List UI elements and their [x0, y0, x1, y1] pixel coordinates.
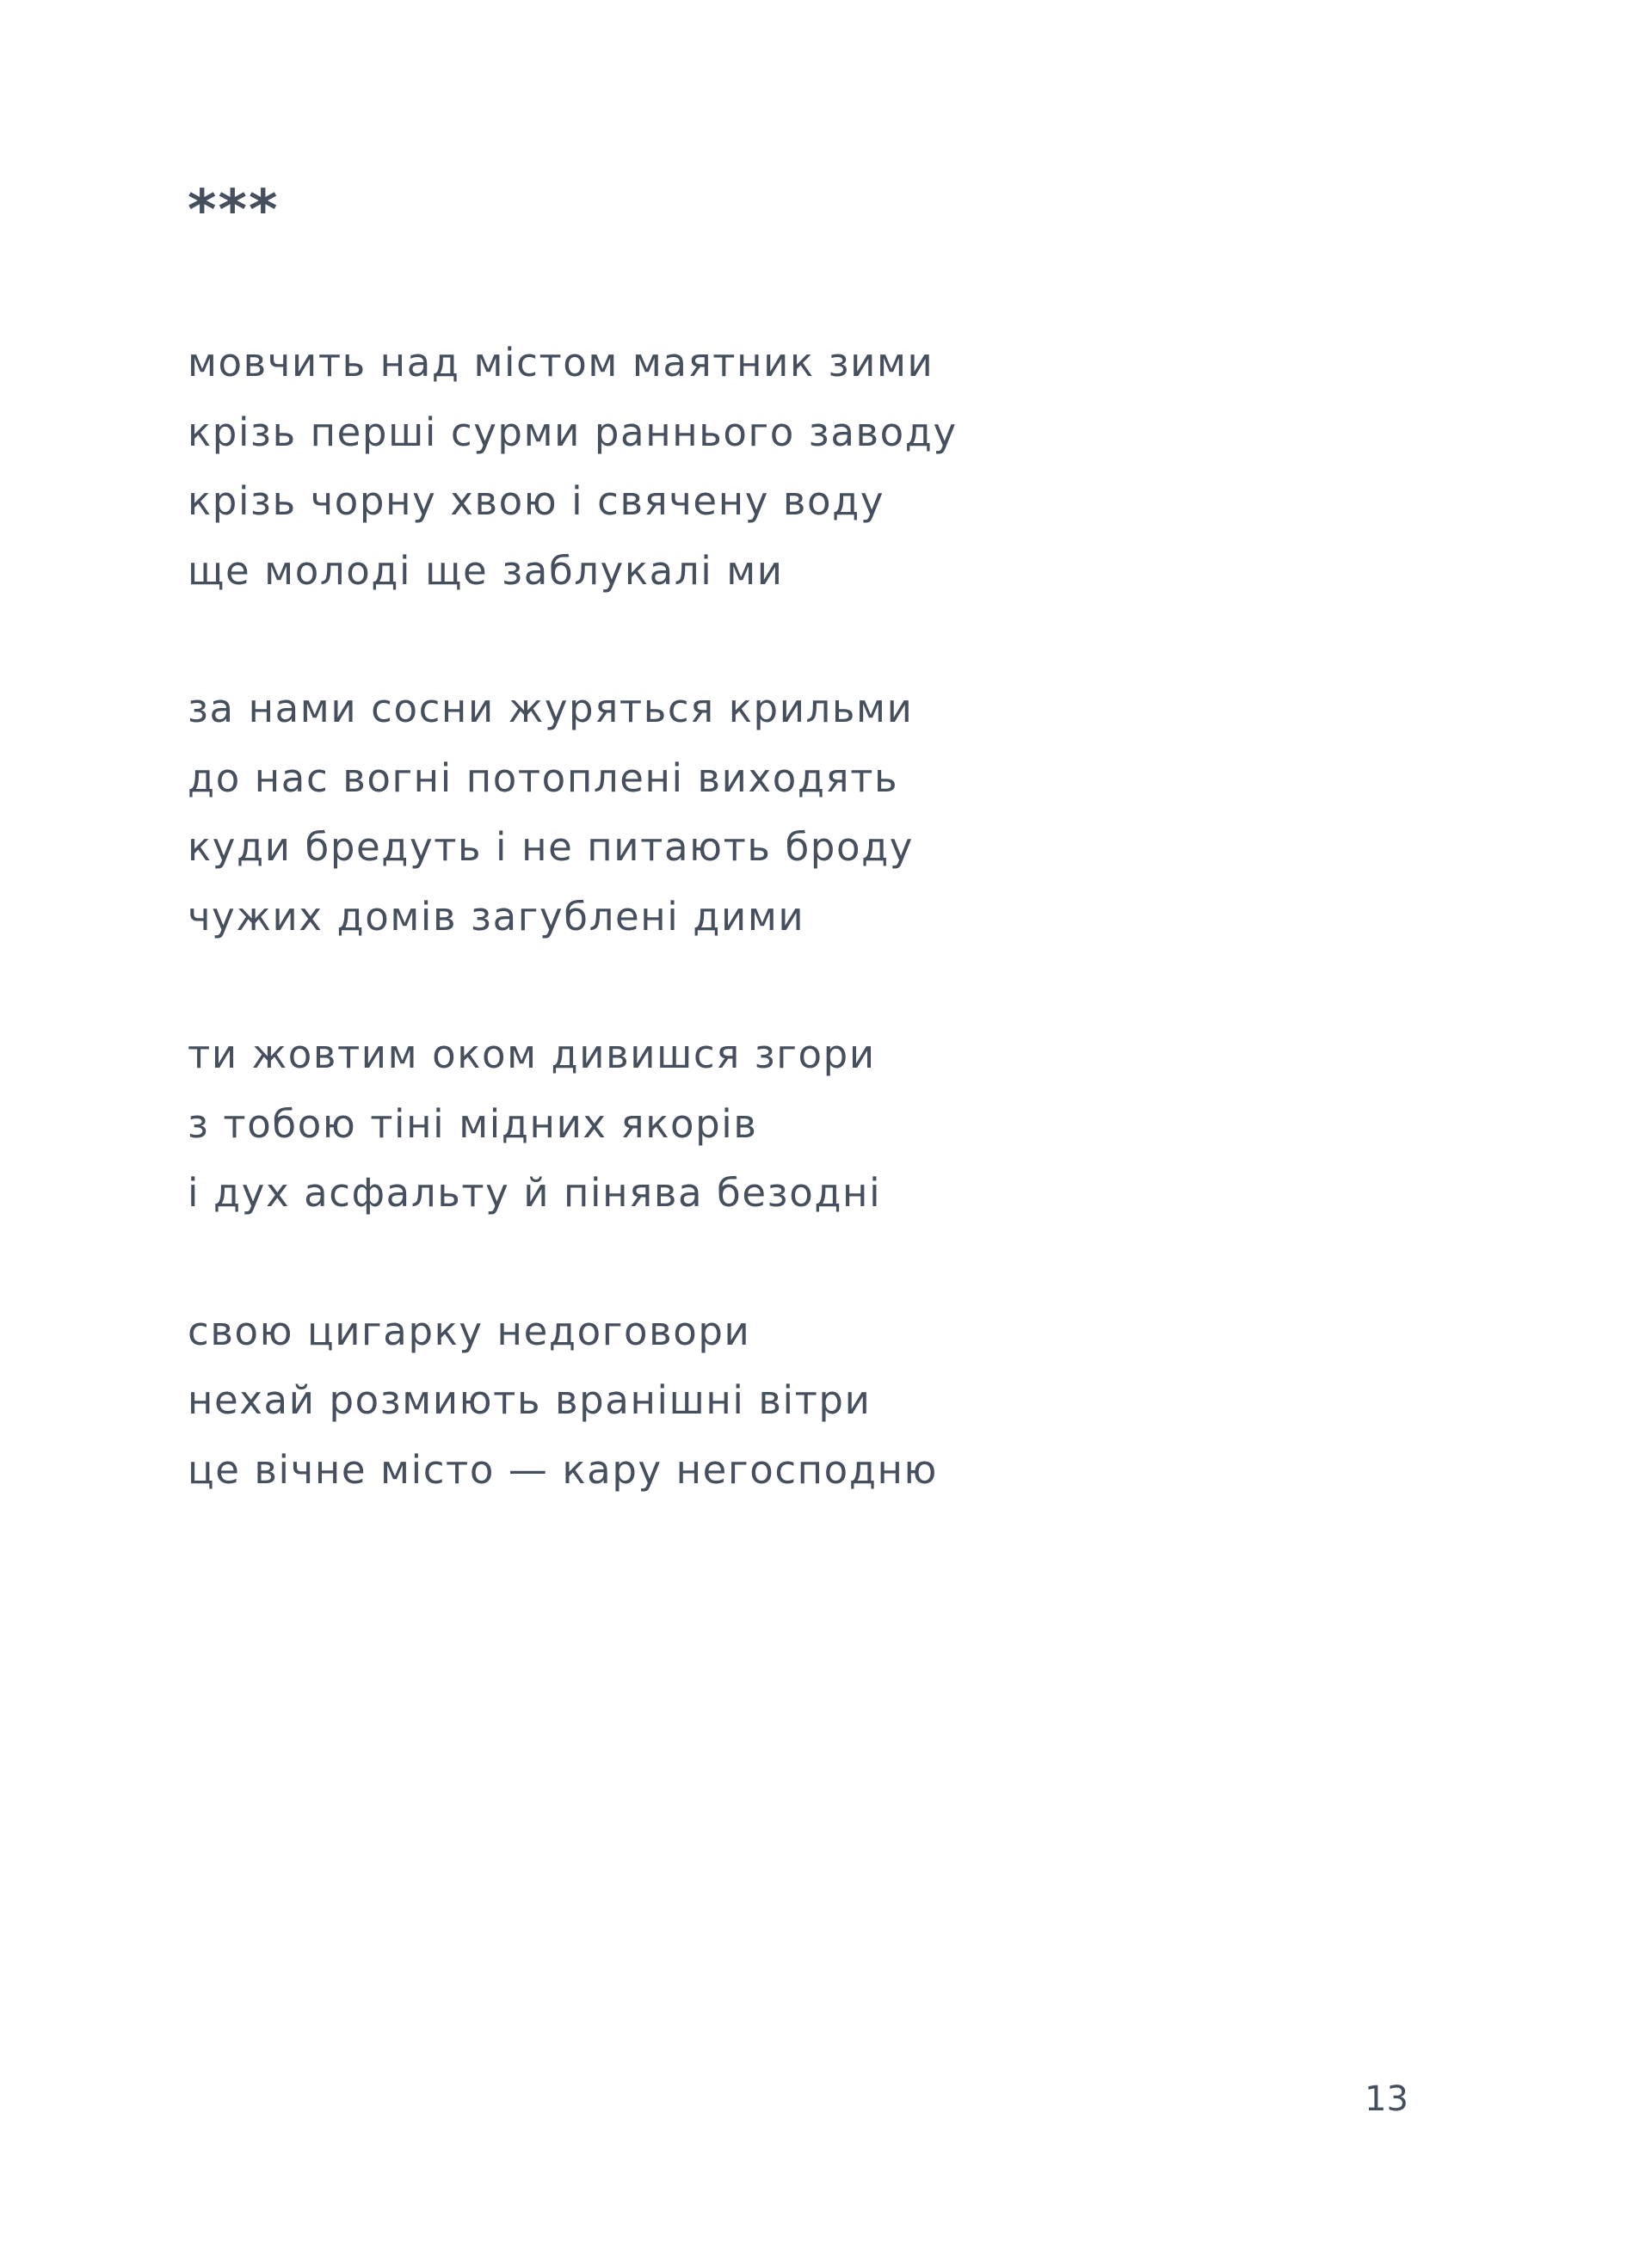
poem: [188, 329, 958, 1574]
poem-line: нехай розмиють вранішні вітри: [188, 1377, 872, 1423]
stanza: [188, 674, 958, 952]
poem-line: крізь перші сурми раннього заводу: [188, 409, 958, 455]
poem-line: крізь чорну хвою і свячену воду: [188, 478, 885, 524]
page-number: 13: [1365, 2079, 1409, 2119]
stanza: [188, 329, 958, 606]
poem-line: куди бредуть і не питають броду: [188, 824, 915, 870]
poem-line: ще молоді ще заблукалі ми: [188, 547, 784, 594]
poem-line: мовчить над містом маятник зими: [188, 340, 934, 385]
poem-line: до нас вогні потоплені виходять: [188, 755, 899, 801]
poem-line: свою цигарку недоговори: [188, 1308, 751, 1354]
stanza: [188, 1020, 958, 1229]
poem-line: це вічне місто — кару негосподню: [188, 1446, 939, 1493]
poem-line: за нами сосни журяться крильми: [188, 686, 914, 731]
poem-line: і дух асфальту й пінява безодні: [188, 1170, 882, 1216]
stanza: [188, 1297, 958, 1506]
poem-line: з тобою тіні мідних якорів: [188, 1100, 758, 1147]
section-separator: ***: [188, 179, 280, 243]
poem-line: чужих домів загублені дими: [188, 893, 805, 939]
poem-line: ти жовтим оком дивишся згори: [188, 1032, 876, 1077]
